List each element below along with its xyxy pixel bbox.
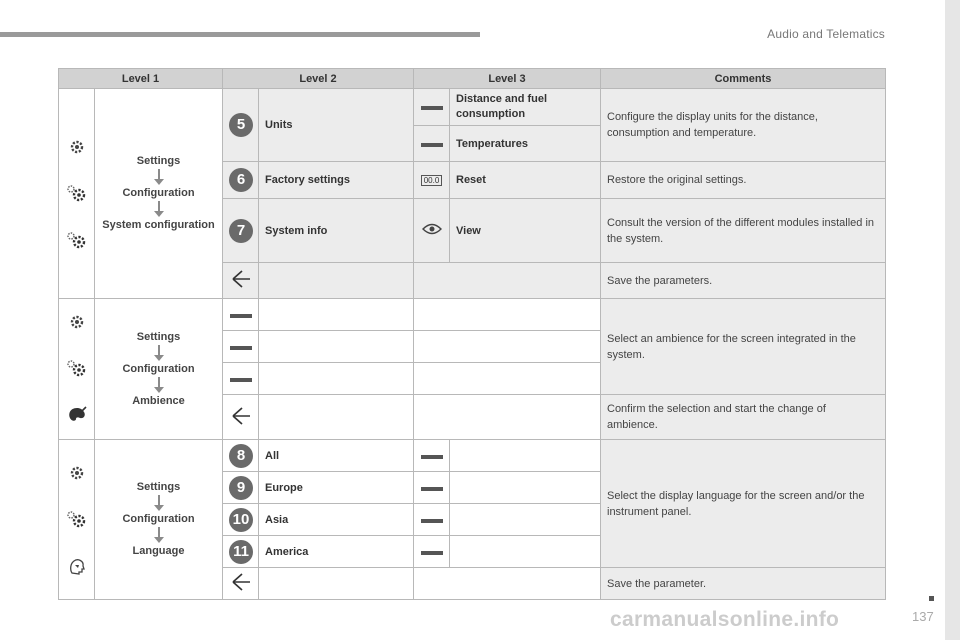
badge-cell bbox=[223, 162, 259, 199]
menu-option-icon bbox=[421, 455, 443, 459]
step-badge: 6 bbox=[229, 168, 253, 192]
badge-cell bbox=[223, 536, 259, 568]
option-icon-cell bbox=[223, 331, 259, 363]
col-header-level2: Level 2 bbox=[223, 69, 414, 89]
option-icon-cell bbox=[414, 536, 450, 568]
comment-text: Configure the display units for the distance, consumption and temperature. bbox=[601, 89, 886, 162]
back-icon-cell bbox=[223, 263, 259, 299]
level2-label: System info bbox=[259, 199, 414, 263]
step-badge: 5 bbox=[229, 113, 253, 137]
group1-path bbox=[95, 89, 223, 299]
empty-cell bbox=[450, 504, 601, 536]
watermark: carmanualsonline.info bbox=[610, 608, 840, 631]
path-step: Settings bbox=[136, 330, 181, 343]
page-marker bbox=[929, 596, 934, 601]
path-step: Settings bbox=[136, 481, 181, 493]
menu-option-icon bbox=[421, 143, 443, 147]
empty-cell bbox=[259, 363, 414, 395]
menu-option-icon bbox=[421, 519, 443, 523]
language-head-icon bbox=[67, 557, 87, 575]
eye-icon bbox=[422, 223, 442, 235]
badge-cell bbox=[223, 89, 259, 162]
step-badge: 8 bbox=[229, 444, 253, 468]
palette-icon bbox=[67, 406, 87, 424]
col-header-comments: Comments bbox=[601, 69, 886, 89]
comment-text: Select the display language for the screen and/or the instrument panel. bbox=[601, 440, 886, 568]
col-header-level3: Level 3 bbox=[414, 69, 601, 89]
comment-text: Restore the original settings. bbox=[601, 162, 886, 199]
empty-cell bbox=[414, 331, 601, 363]
menu-option-icon bbox=[421, 487, 443, 491]
menu-option-icon bbox=[421, 106, 443, 110]
step-badge: 11 bbox=[229, 540, 253, 564]
table-row bbox=[59, 440, 886, 472]
empty-cell bbox=[259, 263, 414, 299]
badge-cell bbox=[223, 440, 259, 472]
empty-cell bbox=[414, 568, 601, 600]
group3-path bbox=[95, 440, 223, 600]
settings-table bbox=[58, 68, 886, 600]
empty-cell bbox=[450, 440, 601, 472]
group2-icons bbox=[59, 299, 95, 440]
option-icon-cell bbox=[414, 89, 450, 126]
table-row bbox=[59, 89, 886, 126]
group2-path bbox=[95, 299, 223, 440]
option-icon-cell bbox=[414, 162, 450, 199]
option-icon-cell bbox=[414, 199, 450, 263]
back-icon-cell bbox=[223, 568, 259, 600]
level3-label: Temperatures bbox=[450, 126, 601, 162]
menu-option-icon bbox=[230, 314, 252, 318]
back-icon-cell bbox=[223, 395, 259, 440]
option-icon-cell bbox=[223, 299, 259, 331]
menu-option-icon bbox=[230, 378, 252, 382]
menu-option-icon bbox=[230, 346, 252, 350]
table-header-row bbox=[59, 69, 886, 89]
comment-text: Confirm the selection and start the change of ambience. bbox=[601, 395, 886, 440]
level3-label: Reset bbox=[450, 162, 601, 199]
table-row bbox=[59, 299, 886, 331]
level2-label: Asia bbox=[259, 504, 414, 536]
settings-gear-icon bbox=[69, 465, 85, 481]
right-margin-bar bbox=[945, 0, 960, 640]
option-icon-cell bbox=[414, 472, 450, 504]
configuration-gears-icon bbox=[66, 184, 88, 202]
level2-label: Units bbox=[259, 89, 414, 162]
empty-cell bbox=[450, 472, 601, 504]
empty-cell bbox=[259, 331, 414, 363]
path-step: Settings bbox=[136, 155, 181, 167]
path-step: Language bbox=[132, 545, 185, 557]
empty-cell bbox=[450, 536, 601, 568]
configuration-gears-icon bbox=[66, 231, 88, 249]
option-icon-cell bbox=[223, 363, 259, 395]
level3-label: View bbox=[450, 199, 601, 263]
level2-label: All bbox=[259, 440, 414, 472]
down-arrow-icon bbox=[154, 377, 164, 394]
settings-gear-icon bbox=[69, 139, 85, 155]
group1-icons bbox=[59, 89, 95, 299]
badge-cell bbox=[223, 199, 259, 263]
down-arrow-icon bbox=[154, 169, 164, 186]
option-icon-cell bbox=[414, 440, 450, 472]
group3-icons bbox=[59, 440, 95, 600]
back-arrow-icon bbox=[231, 270, 251, 288]
level2-label: Factory settings bbox=[259, 162, 414, 199]
path-step: Configuration bbox=[122, 513, 195, 525]
menu-option-icon bbox=[421, 551, 443, 555]
configuration-gears-icon bbox=[66, 359, 88, 377]
page-number: 137 bbox=[912, 609, 934, 624]
down-arrow-icon bbox=[154, 345, 164, 362]
empty-cell bbox=[414, 263, 601, 299]
path-step: System configuration bbox=[102, 219, 215, 231]
down-arrow-icon bbox=[154, 527, 164, 544]
path-step: Configuration bbox=[122, 362, 195, 375]
path-step: Ambience bbox=[132, 394, 185, 407]
option-icon-cell bbox=[414, 504, 450, 536]
empty-cell bbox=[414, 363, 601, 395]
configuration-gears-icon bbox=[66, 510, 88, 528]
section-title: Audio and Telematics bbox=[767, 27, 885, 41]
level3-label: Distance and fuel consumption bbox=[450, 89, 601, 126]
empty-cell bbox=[414, 395, 601, 440]
step-badge: 9 bbox=[229, 476, 253, 500]
reset-icon: 00.0 bbox=[421, 175, 443, 186]
option-icon-cell bbox=[414, 126, 450, 162]
back-arrow-icon bbox=[231, 573, 251, 591]
col-header-level1: Level 1 bbox=[59, 69, 223, 89]
header-bar bbox=[0, 32, 480, 37]
comment-text: Save the parameter. bbox=[601, 568, 886, 600]
back-arrow-icon bbox=[231, 407, 251, 425]
empty-cell bbox=[259, 395, 414, 440]
badge-cell bbox=[223, 472, 259, 504]
settings-gear-icon bbox=[69, 314, 85, 330]
down-arrow-icon bbox=[154, 201, 164, 218]
badge-cell bbox=[223, 504, 259, 536]
empty-cell bbox=[259, 299, 414, 331]
step-badge: 7 bbox=[229, 219, 253, 243]
path-step: Configuration bbox=[122, 187, 195, 199]
down-arrow-icon bbox=[154, 495, 164, 512]
level2-label: Europe bbox=[259, 472, 414, 504]
comment-text: Save the parameters. bbox=[601, 263, 886, 299]
level2-label: America bbox=[259, 536, 414, 568]
empty-cell bbox=[414, 299, 601, 331]
empty-cell bbox=[259, 568, 414, 600]
step-badge: 10 bbox=[229, 508, 253, 532]
comment-text: Select an ambience for the screen integrated in the system. bbox=[601, 299, 886, 395]
comment-text: Consult the version of the different modules installed in the system. bbox=[601, 199, 886, 263]
